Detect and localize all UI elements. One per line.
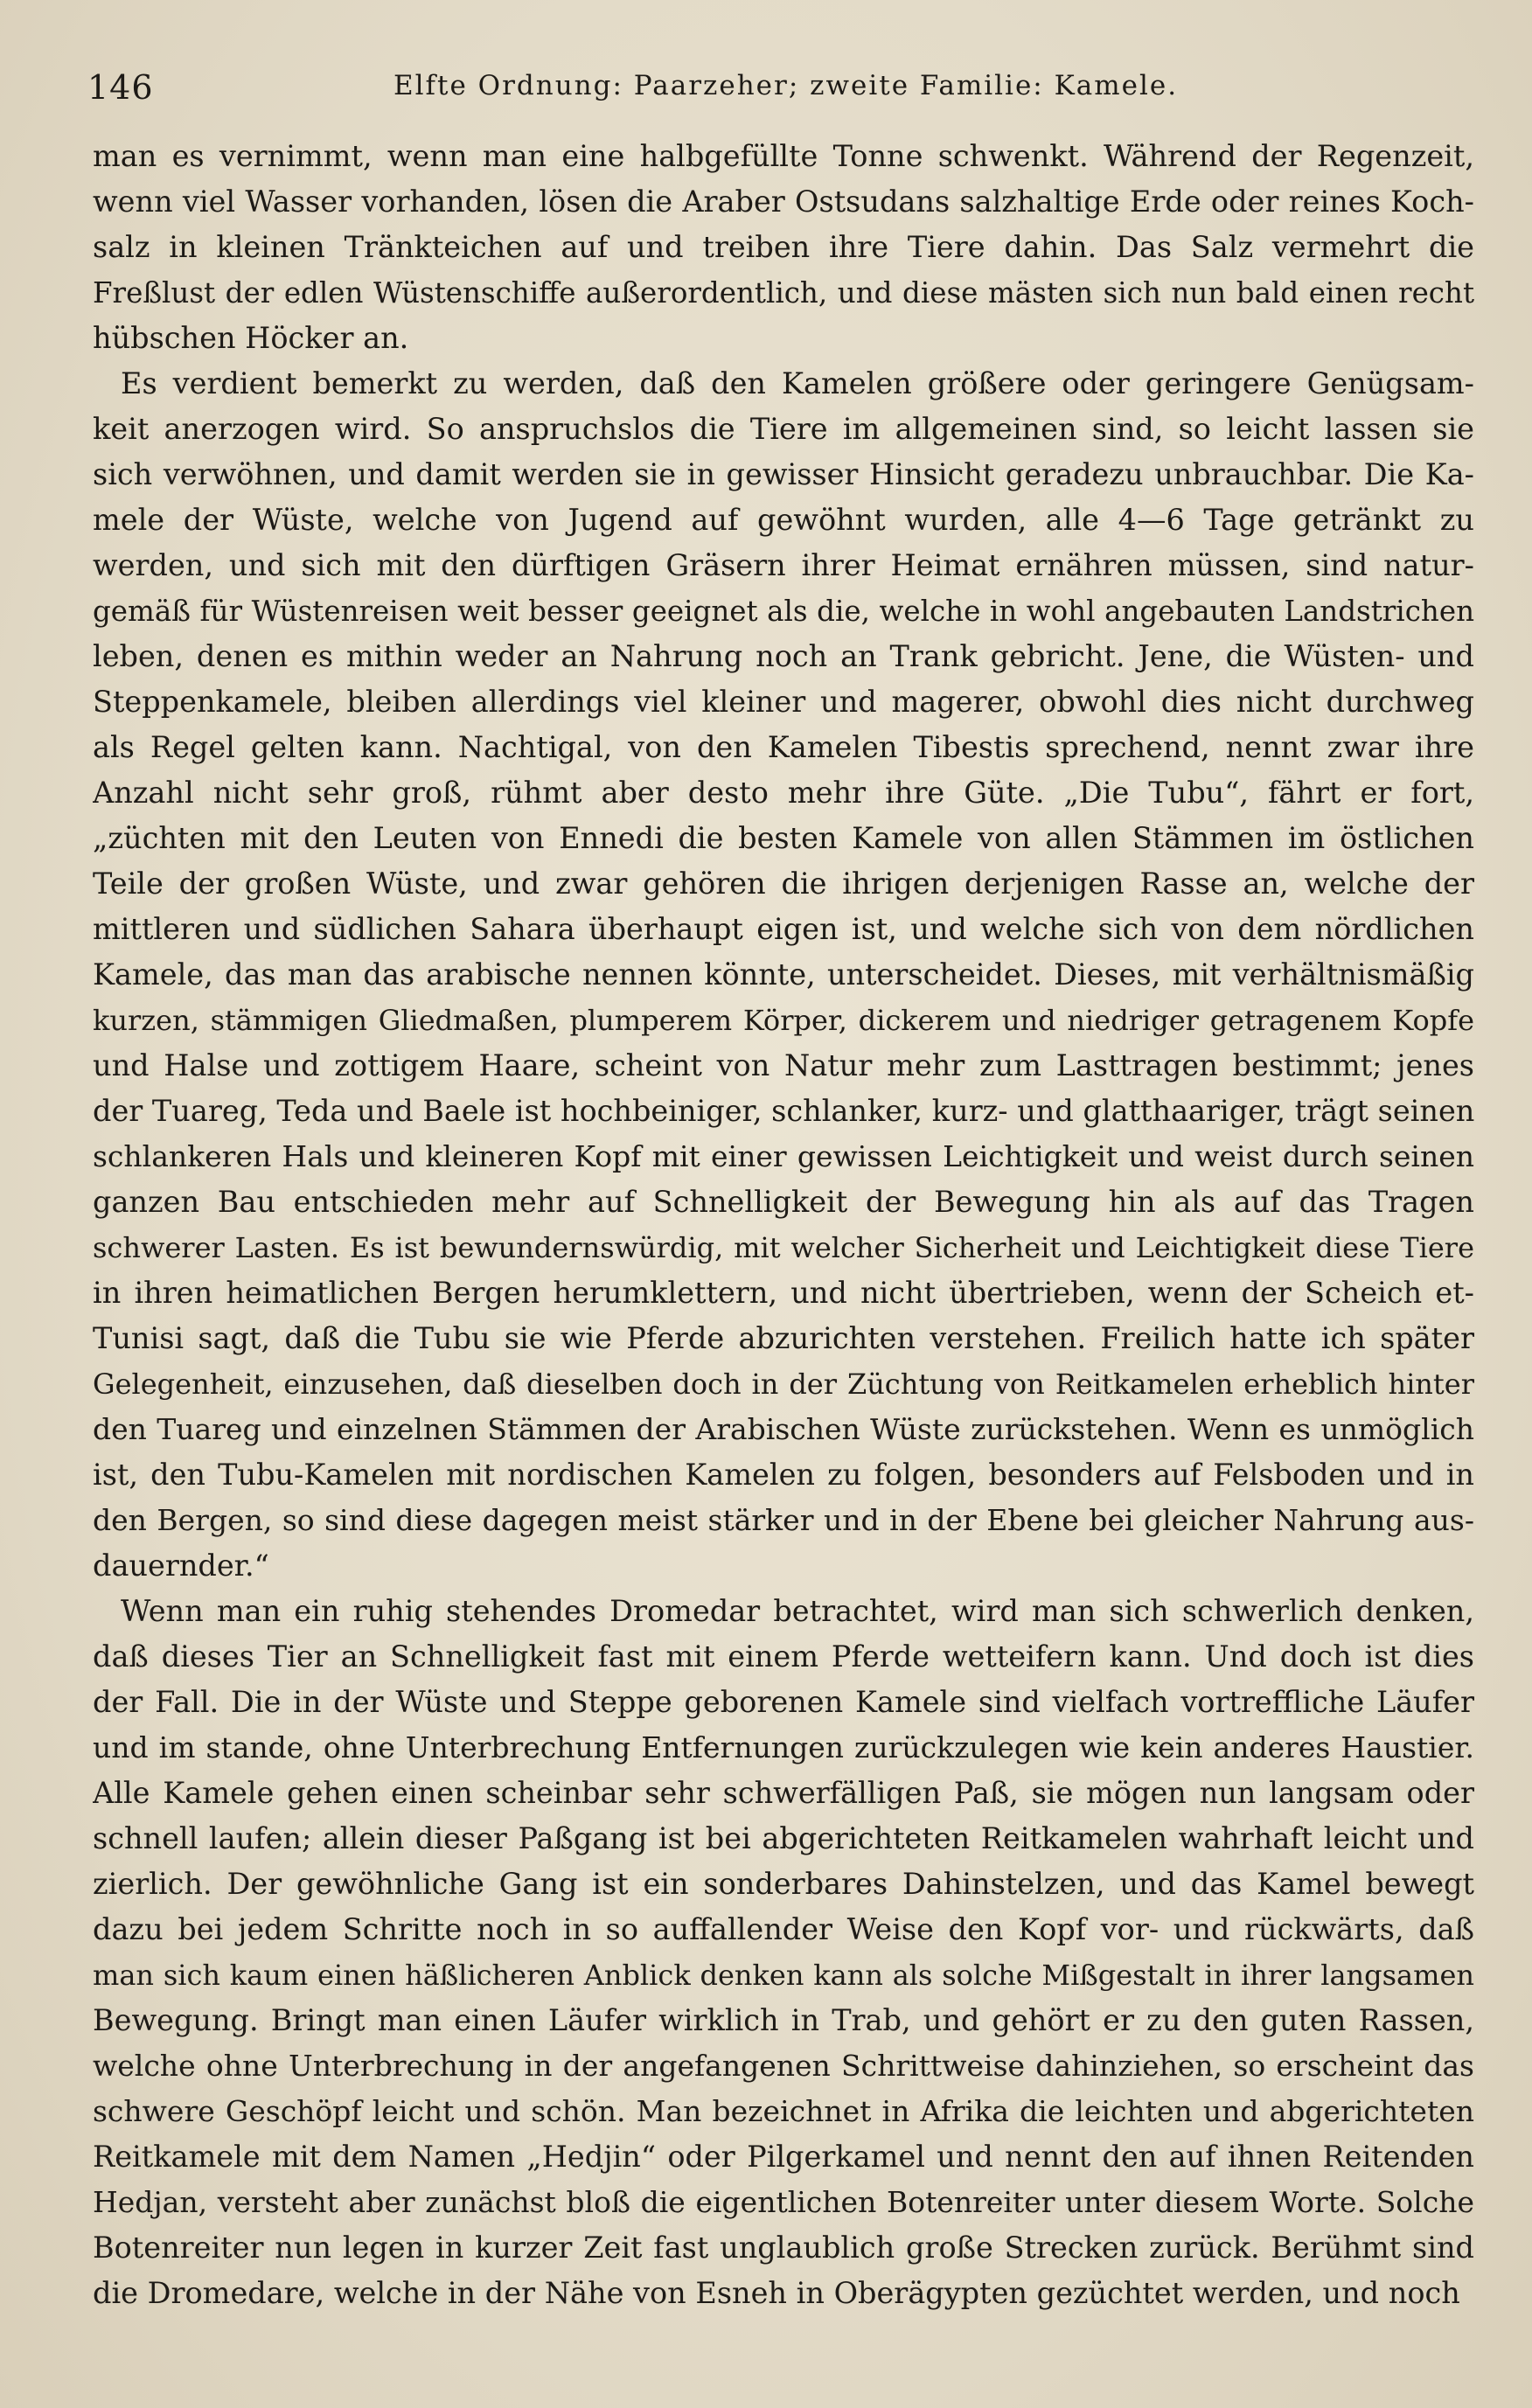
paragraph (93, 1589, 1474, 2316)
text-line: leben, denen es mithin weder an Nahrung noch an Trank gebricht. Jene, die Wüsten- und (93, 639, 1474, 673)
text-line: den Bergen, so sind diese dagegen meist stärker und in der Ebene bei gleicher Nahrung aus- (93, 1503, 1474, 1537)
text-line: Alle Kamele gehen einen scheinbar sehr schwerfälligen Paß, sie mögen nun langsam oder (93, 1776, 1474, 1810)
text-line: werden, und sich mit den dürftigen Gräsern ihrer Heimat ernähren müssen, sind natur- (93, 548, 1474, 582)
text-line: welche ohne Unterbrechung in der angefangenen Schrittweise dahinziehen, so erscheint das (93, 2049, 1474, 2083)
text-line: in ihren heimatlichen Bergen herumklettern, und nicht übertrieben, wenn der Scheich et- (93, 1276, 1474, 1310)
text-line: schnell laufen; allein dieser Paßgang ist bei abgerichteten Reitkamelen wahrhaft leicht und (93, 1821, 1474, 1855)
text-line: der Tuareg, Teda und Baele ist hochbeiniger, schlanker, kurz- und glatthaariger, trägt seinen (93, 1094, 1474, 1128)
text-line: man es vernimmt, wenn man eine halbgefüllte Tonne schwenkt. Während der Regenzeit, (93, 139, 1474, 173)
text-line: dazu bei jedem Schritte noch in so auffallender Weise den Kopf vor- und rückwärts, daß (93, 1912, 1474, 1946)
text-line: mittleren und südlichen Sahara überhaupt eigen ist, und welche sich von dem nördlichen (93, 912, 1474, 946)
text-line: Anzahl nicht sehr groß, rühmt aber desto mehr ihre Güte. „Die Tubu“, fährt er fort, (93, 776, 1474, 810)
text-line: hübschen Höcker an. (93, 321, 409, 355)
text-line: schwerer Lasten. Es ist bewundernswürdig, mit welcher Sicherheit und Leichtigkeit diese Tiere (93, 1231, 1474, 1264)
text-line: schwere Geschöpf leicht und schön. Man bezeichnet in Afrika die leichten und abgerichteten (93, 2094, 1474, 2128)
text-line: Gelegenheit, einzusehen, daß dieselben doch in der Züchtung von Reitkamelen erheblich hinter (93, 1368, 1474, 1401)
text-line: man sich kaum einen häßlicheren Anblick denken kann als solche Mißgestalt in ihrer langsamen (93, 1959, 1474, 1992)
text-line: Freßlust der edlen Wüstenschiffe außerordentlich, und diese mästen sich nun bald einen recht (93, 276, 1474, 310)
text-line: zierlich. Der gewöhnliche Gang ist ein sonderbares Dahinstelzen, und das Kamel bewegt (93, 1867, 1474, 1901)
paragraph (93, 361, 1474, 1589)
text-line: gemäß für Wüstenreisen weit besser geeignet als die, welche in wohl angebauten Landstrichen (93, 595, 1474, 628)
text-line: ist, den Tubu-Kamelen mit nordischen Kamelen zu folgen, besonders auf Felsboden und in (93, 1458, 1474, 1492)
text-line: kurzen, stämmigen Gliedmaßen, plumperem Körper, dickerem und niedriger getragenem Kopfe (93, 1004, 1474, 1037)
text-line: Steppenkamele, bleiben allerdings viel kleiner und magerer, obwohl dies nicht durchweg (93, 685, 1474, 719)
text-line: Reitkamele mit dem Namen „Hedjin“ oder Pilgerkamel und nennt den auf ihnen Reitenden (93, 2140, 1474, 2174)
text-line: und Halse und zottigem Haare, scheint von Natur mehr zum Lasttragen bestimmt; jenes (93, 1048, 1474, 1082)
text-line: keit anerzogen wird. So anspruchslos die Tiere im allgemeinen sind, so leicht lassen sie (93, 412, 1474, 446)
text-line: Teile der großen Wüste, und zwar gehören die ihrigen derjenigen Rasse an, welche der (93, 866, 1474, 901)
text-line: der Fall. Die in der Wüste und Steppe geborenen Kamele sind vielfach vortreffliche Läufer (93, 1685, 1474, 1719)
text-line: Botenreiter nun legen in kurzer Zeit fast unglaublich große Strecken zurück. Berühmt sind (93, 2231, 1474, 2265)
text-line: salz in kleinen Tränkteichen auf und treiben ihre Tiere dahin. Das Salz vermehrt die (93, 230, 1474, 264)
running-head: Elfte Ordnung: Paarzeher; zweite Familie: Kamele. (393, 70, 1179, 101)
page-number: 146 (87, 68, 154, 107)
text-line: die Dromedare, welche in der Nähe von Esneh in Oberägypten gezüchtet werden, und noch (93, 2276, 1460, 2310)
text-line: sich verwöhnen, und damit werden sie in gewisser Hinsicht geradezu unbrauchbar. Die Ka- (93, 457, 1474, 491)
body-text (93, 134, 1474, 2316)
text-line: ganzen Bau entschieden mehr auf Schnelligkeit der Bewegung hin als auf das Tragen (93, 1185, 1474, 1219)
text-line: Tunisi sagt, daß die Tubu sie wie Pferde abzurichten verstehen. Freilich hatte ich später (93, 1321, 1474, 1355)
paragraph (93, 134, 1474, 361)
text-line: wenn viel Wasser vorhanden, lösen die Araber Ostsudans salzhaltige Erde oder reines Koch- (93, 184, 1474, 219)
text-line: Wenn man ein ruhig stehendes Dromedar betrachtet, wird man sich schwerlich denken, (121, 1594, 1474, 1628)
text-line: Hedjan, versteht aber zunächst bloß die eigentlichen Botenreiter unter diesem Worte. Solche (93, 2185, 1474, 2219)
text-line: „züchten mit den Leuten von Ennedi die besten Kamele von allen Stämmen im östlichen (93, 821, 1474, 855)
text-line: daß dieses Tier an Schnelligkeit fast mit einem Pferde wetteifern kann. Und doch ist dies (93, 1639, 1474, 1674)
text-line: Kamele, das man das arabische nennen könnte, unterscheidet. Dieses, mit verhältnismäßig (93, 957, 1474, 992)
text-line: Es verdient bemerkt zu werden, daß den Kamelen größere oder geringere Genügsam- (121, 366, 1474, 400)
text-line: mele der Wüste, welche von Jugend auf gewöhnt wurden, alle 4—6 Tage getränkt zu (93, 503, 1474, 537)
text-line: dauernder.“ (93, 1548, 269, 1583)
page-header (87, 68, 1469, 112)
text-line: den Tuareg und einzelnen Stämmen der Arabischen Wüste zurückstehen. Wenn es unmöglich (93, 1412, 1474, 1446)
text-line: als Regel gelten kann. Nachtigal, von den Kamelen Tibestis sprechend, nennt zwar ihre (93, 730, 1474, 764)
text-line: und im stande, ohne Unterbrechung Entfernungen zurückzulegen wie kein anderes Haustier. (93, 1730, 1474, 1764)
text-line: Bewegung. Bringt man einen Läufer wirklich in Trab, und gehört er zu den guten Rassen, (93, 2003, 1474, 2037)
text-line: schlankeren Hals und kleineren Kopf mit einer gewissen Leichtigkeit und weist durch seinen (93, 1139, 1474, 1173)
